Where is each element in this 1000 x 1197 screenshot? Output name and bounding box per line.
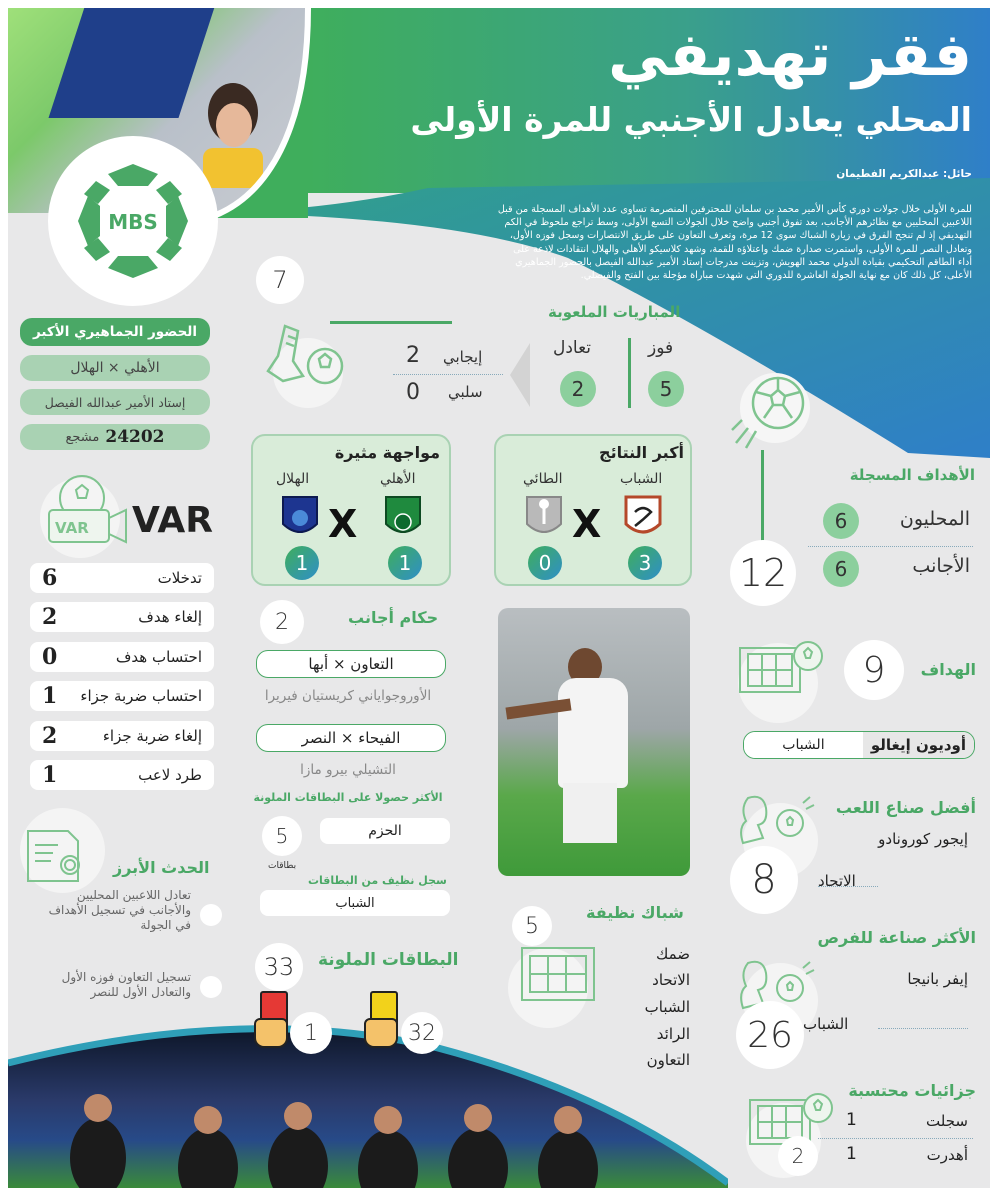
missed-label: أهدرت [926, 1146, 968, 1164]
var-row: احتساب ضربة جزاء 1 [30, 681, 214, 711]
page-subtitle: المحلي يعادل الأجنبي للمرة الأولى [410, 100, 972, 139]
divider [628, 338, 631, 408]
cards-title: البطاقات الملونة [318, 950, 459, 970]
clean-sheet-team: التعاون [646, 1051, 690, 1069]
cards-total: 33 [255, 943, 303, 991]
most-cards-team: الحزم [320, 818, 450, 844]
dotted-divider [808, 546, 973, 547]
ref-match-2: الفيحاء × النصر [256, 724, 446, 752]
ref-match-1: التعاون × أبها [256, 650, 446, 678]
scorer-player: أوديون إيغالو [863, 732, 974, 758]
clean-cards-title: سجل نظيف من البطاقات [308, 874, 447, 887]
draw-label: تعادل [553, 338, 592, 358]
goal-ball-icon [738, 638, 828, 698]
divider [330, 321, 452, 324]
hand-icon [254, 1018, 288, 1048]
var-camera-icon [44, 470, 134, 555]
dotted-divider [818, 1138, 973, 1139]
var-total-circle: 7 [256, 256, 304, 304]
player-photo [498, 608, 690, 876]
var-badge-text: VAR [55, 519, 89, 537]
scorer-team: الشباب [744, 732, 863, 758]
most-cards-count: 5 [262, 816, 302, 856]
win-value: 5 [648, 371, 684, 407]
clean-sheet-team: الشباب [644, 998, 690, 1016]
foreign-refs-count: 2 [260, 600, 304, 644]
ref-name-1: الأوروجواياني كريستيان فيريرا [264, 688, 432, 704]
penalties-total: 2 [778, 1136, 818, 1176]
hilal-name: الهلال [276, 471, 310, 487]
most-cards-title: الأكثر حصولا على البطاقات الملونة [253, 791, 443, 804]
arrow-left [510, 343, 530, 407]
infographic [8, 8, 990, 1188]
goals-total: 12 [730, 540, 796, 606]
clean-sheets-title: شباك نظيفة [586, 903, 684, 922]
taee-score: 0 [528, 546, 562, 580]
clean-sheet-team: الرائد [656, 1025, 690, 1043]
clean-sheet-team: الاتحاد [652, 971, 690, 989]
most-cards-unit: بطاقات [268, 861, 297, 871]
local-value: 6 [823, 503, 859, 539]
kick-icon [263, 321, 348, 401]
penalties-title: جزائيات محتسبة [848, 1081, 976, 1100]
positive-label: إيجابي [443, 348, 483, 366]
attendance-count: 24202 مشجع [20, 424, 210, 450]
taee-name: الطائي [523, 471, 563, 487]
foreign-refs-title: حكام أجانب [348, 608, 439, 627]
red-cards-count: 1 [290, 1012, 332, 1054]
page-title: فقر تهديفي [608, 20, 972, 90]
clean-sheets-count: 5 [512, 906, 552, 946]
local-label: المحليون [899, 508, 970, 530]
bullet [200, 976, 222, 998]
goal-net-icon [520, 946, 596, 1002]
dotted-divider [393, 374, 503, 375]
scored-value: 1 [846, 1110, 857, 1130]
clean-cards-team: الشباب [260, 890, 450, 916]
positive-value: 2 [406, 343, 420, 368]
exciting-match-title: مواجهة مثيرة [334, 443, 440, 462]
intro-text: للمرة الأولى خلال جولات دوري كأس الأمير محمد بن سلمان للمحترفين المنصرمة تساوى عدد الأهداف المسجلة من قبل اللاعبين المحليين مع نظائرهم الأجانب، بعد تفوق أجنبي واضح خلال الجولات التسع الأولى، وسط تراجع ملحوظ في الكم التهديفي إذ لم تنجح الفرق في زيارة الشباك سوى 12 مرة، وتعرف التعاون على طريق الانتصارات وسجل فوزه الأول، وتعادل النصر للمرة الأولى، واستمرت صدارة ضمك واعتلاؤه للقمة، وشهد كلاسيكو الأهلي والهلال انتقادات لاذعة على أداء الطاقم التحكيمي بقيادة الدولي محمد الهويش، وتزينت مدرجات إستاد الأمير عبدالله الفيصل بالحضور الجماهيري الأعلى، كل ذلك كان مع نهاية الجولة العاشرة للدوري التي شهدت مباراة مؤجلة بين الفتح والفيصلي. [497, 204, 972, 282]
playmakers-team: الاتحاد [818, 872, 856, 890]
playmakers-title: أفضل صناع اللعب [835, 798, 976, 817]
shabab-logo [623, 494, 663, 540]
hilal-score: 1 [285, 546, 319, 580]
hilal-logo [280, 494, 320, 540]
soccer-ball-icon [728, 368, 818, 453]
clean-sheet-team: ضمك [655, 945, 690, 963]
win-label: فوز [648, 338, 674, 358]
chances-title: الأكثر صناعة للفرص [817, 928, 976, 947]
shabab-score: 3 [628, 546, 662, 580]
playmakers-player: إيجور كورونادو [878, 830, 968, 848]
var-title: VAR [132, 500, 213, 541]
attendance-title: الحضور الجماهيري الأكبر [20, 318, 210, 346]
missed-value: 1 [846, 1144, 857, 1164]
divider [761, 450, 764, 550]
attendance-stadium: إستاد الأمير عبدالله الفيصل [20, 389, 210, 415]
var-row: احتساب هدف 0 [30, 642, 214, 672]
chances-value: 26 [736, 1001, 804, 1069]
playmakers-value: 8 [730, 846, 798, 914]
logo-text: MBS [108, 210, 158, 234]
highlight-item: تعادل اللاعبين المحليين والأجانب في تسجيل الأهداف في الجولة [48, 888, 191, 932]
scorer-pill [743, 731, 975, 759]
scored-label: سجلت [926, 1112, 968, 1130]
byline: حائل: عبدالكريم الفطيمان [836, 168, 972, 180]
chances-team: الشباب [803, 1015, 849, 1033]
attendance-match: الأهلي × الهلال [20, 355, 210, 381]
negative-value: 0 [406, 380, 420, 405]
scorer-goals: 9 [844, 640, 904, 700]
hand-icon [364, 1018, 398, 1048]
highlight-title: الحدث الأبرز [113, 858, 210, 877]
negative-label: سلبي [448, 383, 483, 401]
vs-x: X [328, 502, 358, 546]
shabab-name: الشباب [620, 471, 663, 487]
var-row: إلغاء ضربة جزاء 2 [30, 721, 214, 751]
bullet [200, 904, 222, 926]
foreign-value: 6 [823, 551, 859, 587]
highlight-item: تسجيل التعاون فوزه الأول والتعادل الأول للنصر [61, 970, 191, 999]
foreign-label: الأجانب [912, 555, 970, 577]
taee-logo [524, 494, 564, 540]
ahli-name: الأهلي [380, 471, 416, 487]
ref-name-2: التشيلي بيرو مازا [300, 762, 396, 778]
ahli-score: 1 [388, 546, 422, 580]
goals-title: الأهداف المسجلة [849, 466, 975, 484]
dotted-divider [878, 1028, 968, 1029]
scorer-title: الهداف [920, 660, 976, 679]
var-row: تدخلات 6 [30, 563, 214, 593]
chances-player: إيفر بانيجا [907, 970, 968, 988]
ahli-logo [383, 494, 423, 540]
league-logo [48, 136, 218, 306]
vs-x: X [572, 502, 602, 546]
matches-title: المباريات الملعوبة [548, 303, 681, 321]
var-row: إلغاء هدف 2 [30, 602, 214, 632]
biggest-result-title: أكبر النتائج [599, 443, 684, 462]
var-row: طرد لاعب 1 [30, 760, 214, 790]
certificate-icon [23, 823, 93, 888]
yellow-cards-count: 32 [401, 1012, 443, 1054]
draw-value: 2 [560, 371, 596, 407]
